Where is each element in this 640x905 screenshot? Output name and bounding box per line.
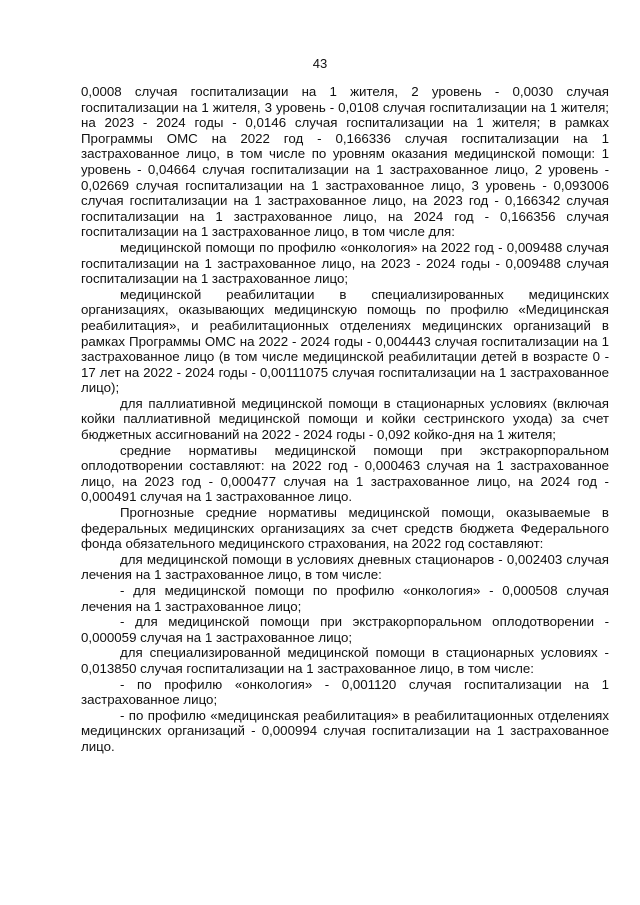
page-number: 43	[312, 56, 328, 71]
paragraph-palliative-care: для паллиативной медицинской помощи в стационарных условиях (включая койки паллиативной медицинской помощи и койки сестринского ухода) за счет бюджетных ассигнований на 2022 - 2024 годы - 0,092 койко-дня на 1 жителя;	[81, 395, 609, 443]
paragraph-day-hospital-ivf: - для медицинской помощи при экстракорпоральном оплодотворении - 0,000059 случая на 1 застрахованное лицо;	[81, 614, 609, 645]
paragraph-specialized-inpatient: для специализированной медицинской помощи в стационарных условиях - 0,013850 случая госпитализации на 1 застрахованное лицо, в том числе:	[81, 645, 609, 676]
paragraph-day-hospital-oncology: - для медицинской помощи по профилю «онкология» - 0,000508 случая лечения на 1 застрахованное лицо;	[81, 583, 609, 614]
paragraph-inpatient-oncology: - по профилю «онкология» - 0,001120 случая госпитализации на 1 застрахованное лицо;	[81, 676, 609, 708]
paragraph-inpatient-rehabilitation: - по профилю «медицинская реабилитация» в реабилитационных отделениях медицинских организаций - 0,000994 случая госпитализации на 1 застрахованное лицо.	[81, 707, 609, 754]
paragraph-day-hospital: для медицинской помощи в условиях дневных стационаров - 0,002403 случая лечения на 1 застрахованное лицо, в том числе:	[81, 551, 609, 583]
paragraph-medical-rehabilitation: медицинской реабилитации в специализированных медицинских организациях, оказывающих медицинскую помощь по профилю «Медицинская реабилитация», и реабилитационных отделениях медицинских организаций в рамках Программы ОМС на 2022 - 2024 годы - 0,004443 случая госпитализации на 1 застрахованное лицо (в том числе медицинской реабилитации детей в возрасте 0 - 17 лет на 2022 - 2024 годы - 0,00111075 случая госпитализации на 1 застрахованное лицо);	[81, 286, 609, 396]
paragraph-federal-forecast: Прогнозные средние нормативы медицинской помощи, оказываемые в федеральных медицинских организациях за счет средств бюджета Федерального фонда обязательного медицинского страхования, на 2022 год составляют:	[81, 505, 609, 552]
paragraph-ivf-norms: средние нормативы медицинской помощи при экстракорпоральном оплодотворении составляют: на 2022 год - 0,000463 случая на 1 застрахованное лицо, на 2023 год - 0,000477 случая на 1 застрахованное лицо, на 2024 год - 0,000491 случая на 1 застрахованное лицо.	[81, 442, 609, 505]
paragraph-hospitalization-levels: 0,0008 случая госпитализации на 1 жителя, 2 уровень - 0,0030 случая госпитализации на 1 жителя, 3 уровень - 0,0108 случая госпитализации на 1 жителя; на 2023 - 2024 годы - 0,0146 случая госпитализации на 1 жителя; в рамках Программы ОМС на 2022 год - 0,166336 случая госпитализации на 1 застрахованное лицо, в том числе по уровням оказания медицинской помощи: 1 уровень - 0,04664 случая госпитализации на 1 застрахованное лицо, 2 уровень - 0,02669 случая госпитализации на 1 застрахованное лицо, 3 уровень - 0,093006 случая госпитализации на 1 застрахованное лицо, на 2023 год - 0,166342 случая госпитализации на 1 застрахованное лицо, на 2024 год - 0,166356 случая госпитализации на 1 застрахованное лицо, в том числе для:	[81, 84, 609, 240]
paragraph-oncology: медицинской помощи по профилю «онкология» на 2022 год - 0,009488 случая госпитализации на 1 застрахованное лицо, на 2023 - 2024 годы - 0,009488 случая госпитализации на 1 застрахованное лицо;	[81, 239, 609, 287]
document-body	[81, 84, 609, 755]
